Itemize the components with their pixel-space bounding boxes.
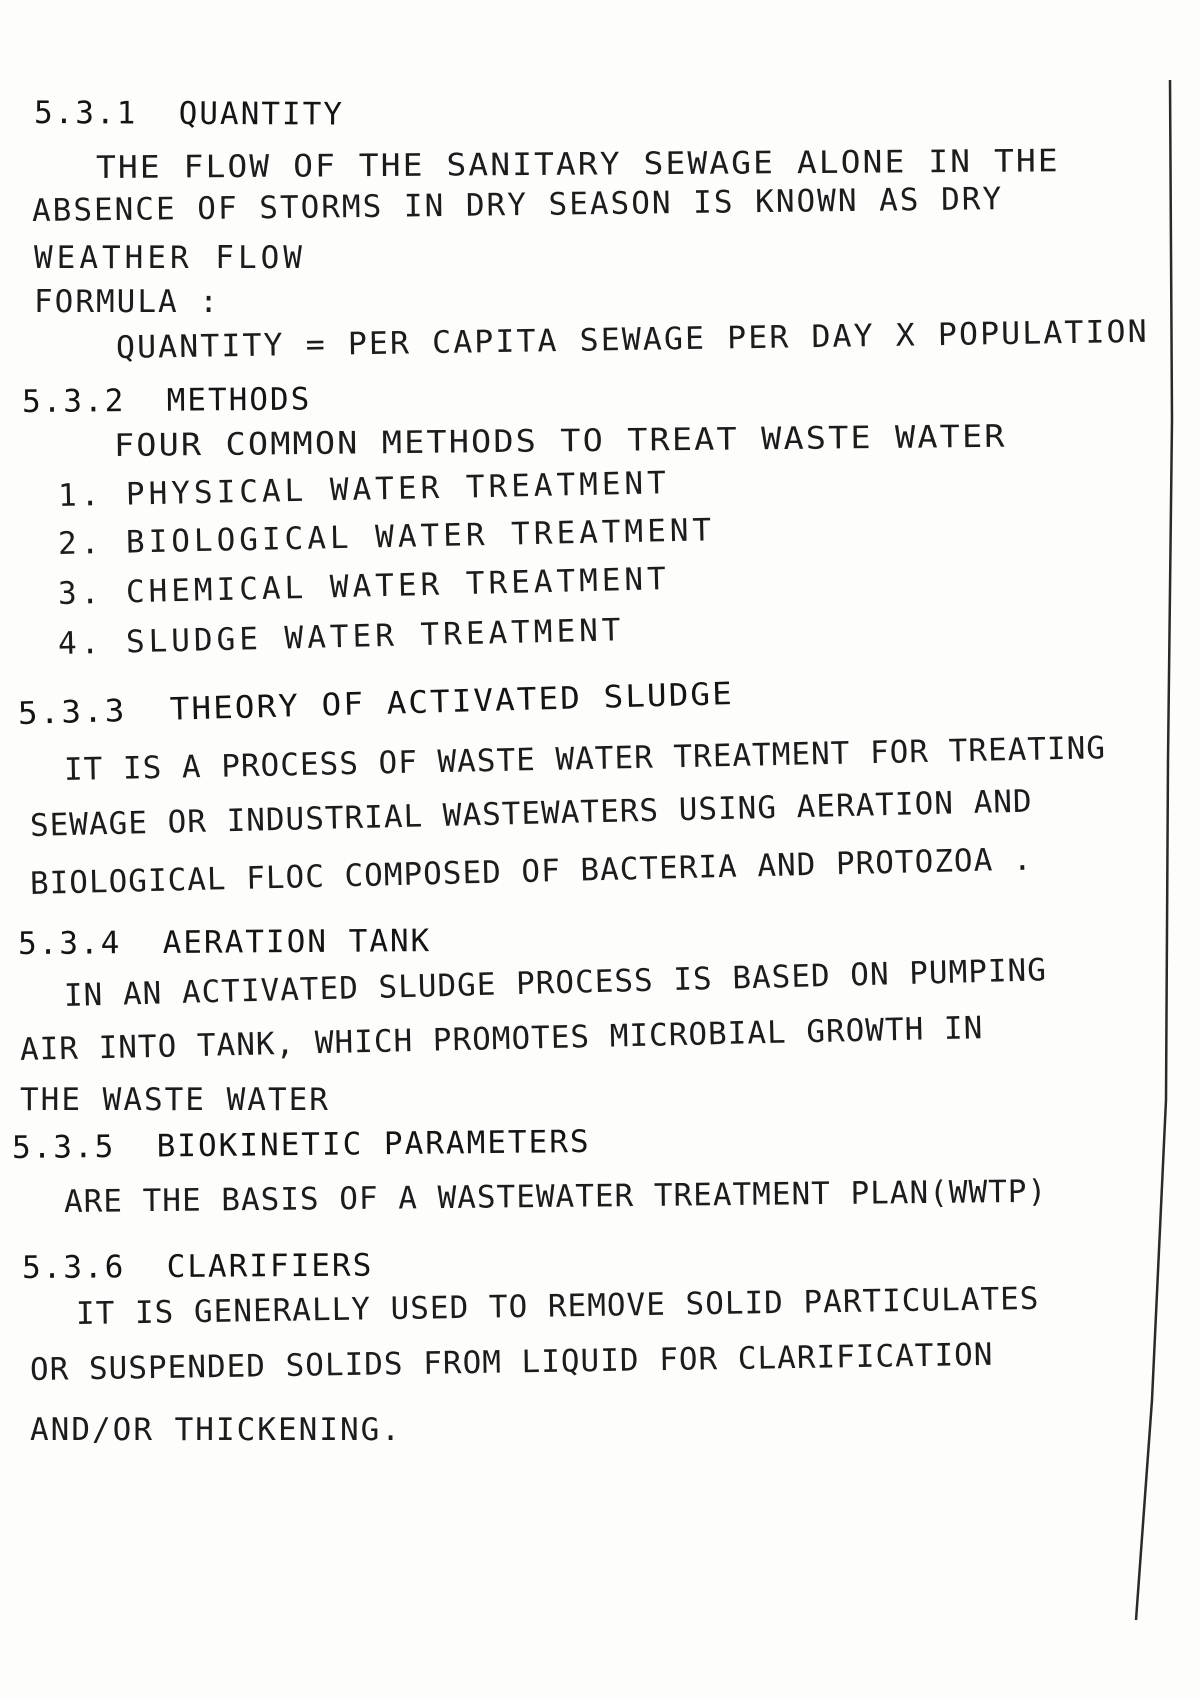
body-line: IN AN ACTIVATED SLUDGE PROCESS IS BASED ON PUMPING: [63, 952, 1048, 1014]
body-line: WEATHER FLOW: [34, 240, 306, 276]
section-title: BIOKINETIC PARAMETERS: [156, 1123, 591, 1165]
method-item: 2. BIOLOGICAL WATER TREATMENT: [57, 512, 716, 562]
section-number: 5.3.4: [17, 925, 122, 962]
body-line: AIR INTO TANK, WHICH PROMOTES MICROBIAL GROWTH IN: [19, 1010, 984, 1068]
section-title: CLARIFIERS: [166, 1247, 374, 1285]
method-item: 3. CHEMICAL WATER TREATMENT: [57, 561, 671, 612]
section-heading-5-3-4: [18, 923, 432, 962]
section-title: THEORY OF ACTIVATED SLUDGE: [169, 676, 735, 728]
section-number: 5.3.2: [21, 383, 126, 420]
section-number: 5.3.3: [17, 692, 127, 732]
formula-label: FORMULA :: [34, 284, 220, 320]
body-line: SEWAGE OR INDUSTRIAL WASTEWATERS USING AERATION AND: [29, 783, 1033, 844]
body-line: IT IS GENERALLY USED TO REMOVE SOLID PARTICULATES: [75, 1280, 1040, 1332]
section-heading-5-3-2: [22, 381, 312, 420]
body-line: THE WASTE WATER: [20, 1082, 330, 1118]
body-line: BIOLOGICAL FLOC COMPOSED OF BACTERIA AND PROTOZOA .: [29, 841, 1033, 902]
section-heading-5-3-5: [12, 1124, 591, 1166]
body-line: ARE THE BASIS OF A WASTEWATER TREATMENT PLAN(WWTP): [63, 1173, 1048, 1220]
body-line: AND/OR THICKENING.: [30, 1412, 402, 1448]
body-line: OR SUSPENDED SOLIDS FROM LIQUID FOR CLARIFICATION: [29, 1336, 994, 1388]
section-number: 5.3.1: [33, 95, 138, 132]
section-title: AERATION TANK: [162, 923, 432, 961]
body-line: IT IS A PROCESS OF WASTE WATER TREATMENT FOR TREATING: [63, 730, 1107, 788]
body-line: FOUR COMMON METHODS TO TREAT WASTE WATER: [113, 418, 1007, 464]
section-heading-5-3-1: [34, 95, 344, 133]
section-number: 5.3.6: [21, 1249, 126, 1286]
formula: QUANTITY = PER CAPITA SEWAGE PER DAY X POPULATION: [115, 313, 1149, 366]
section-title: METHODS: [166, 381, 312, 419]
method-item: 1. PHYSICAL WATER TREATMENT: [57, 465, 671, 514]
body-line: ABSENCE OF STORMS IN DRY SEASON IS KNOWN AS DRY: [31, 181, 1004, 229]
section-heading-5-3-6: [22, 1248, 374, 1286]
method-item: 4. SLUDGE WATER TREATMENT: [57, 612, 625, 662]
section-number: 5.3.5: [11, 1128, 116, 1166]
section-title: QUANTITY: [178, 95, 345, 133]
body-line: THE FLOW OF THE SANITARY SEWAGE ALONE IN THE: [95, 143, 1060, 186]
